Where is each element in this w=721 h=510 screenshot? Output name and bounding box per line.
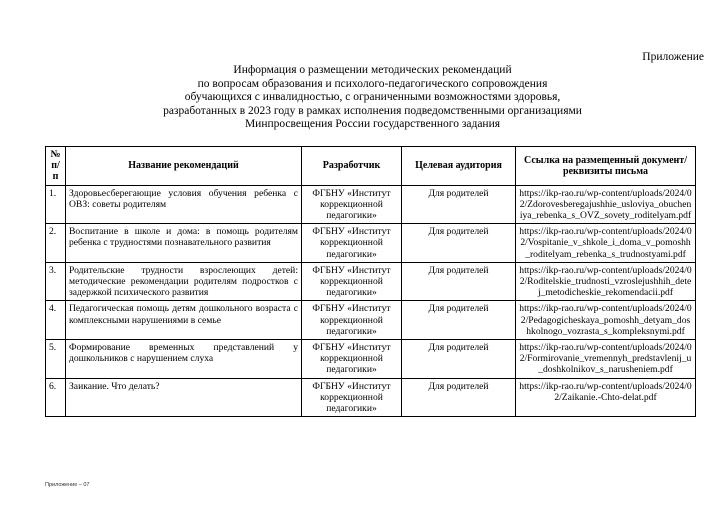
- header-developer: Разработчик: [302, 147, 402, 186]
- row-name: Здоровьесберегающие условия обучения ребенка с ОВЗ: советы родителям: [66, 185, 302, 224]
- header-name: Название рекомендаций: [66, 147, 302, 186]
- header-num: № п/п: [46, 147, 66, 186]
- table-header-row: [46, 147, 696, 186]
- row-developer: ФГБНУ «Институт коррекционной педагогики»: [302, 262, 402, 301]
- row-num: 4.: [46, 301, 66, 340]
- row-name: Воспитание в школе и дома: в помощь родителям ребенка с трудностями познавательного развития: [66, 224, 302, 263]
- row-num: 2.: [46, 224, 66, 263]
- header-audience: Целевая аудитория: [402, 147, 516, 186]
- row-audience: Для родителей: [402, 340, 516, 379]
- title-line: Информация о размещении методических рекомендаций: [233, 64, 512, 76]
- row-audience: Для родителей: [402, 262, 516, 301]
- appendix-label: Приложение: [642, 51, 704, 63]
- row-audience: Для родителей: [402, 301, 516, 340]
- table-row: [46, 340, 696, 379]
- row-link[interactable]: https://ikp-rao.ru/wp-content/uploads/2024/02/Formirovanie_vremennyh_predstavlenij_u_doshkolnikov_s_narusheniem.pdf: [516, 340, 696, 379]
- row-audience: Для родителей: [402, 378, 516, 417]
- row-num: 6.: [46, 378, 66, 417]
- row-name: Родительские трудности взрослеющих детей: методические рекомендации родителям подростков с задержкой психического развития: [66, 262, 302, 301]
- row-developer: ФГБНУ «Институт коррекционной педагогики»: [302, 378, 402, 417]
- table-row: [46, 378, 696, 417]
- row-name: Заикание. Что делать?: [66, 378, 302, 417]
- table-row: [46, 185, 696, 224]
- row-developer: ФГБНУ «Институт коррекционной педагогики»: [302, 340, 402, 379]
- row-audience: Для родителей: [402, 224, 516, 263]
- row-link[interactable]: https://ikp-rao.ru/wp-content/uploads/2024/02/Vospitanie_v_shkole_i_doma_v_pomoshh_roditelyam_rebenka_s_trudnostyami.pdf: [516, 224, 696, 263]
- recommendations-table: [45, 146, 696, 417]
- table-row: [46, 301, 696, 340]
- table-row: [46, 262, 696, 301]
- title-line: по вопросам образования и психолого-педагогического сопровождения: [197, 77, 548, 90]
- row-audience: Для родителей: [402, 185, 516, 224]
- row-developer: ФГБНУ «Институт коррекционной педагогики»: [302, 301, 402, 340]
- row-link[interactable]: https://ikp-rao.ru/wp-content/uploads/2024/02/Roditelskie_trudnosti_vzroslejushhih_detej_metodicheskie_rekomendacii.pdf: [516, 262, 696, 301]
- table-row: [46, 224, 696, 263]
- row-name: Педагогическая помощь детям дошкольного возраста с комплексными нарушениями в семье: [66, 301, 302, 340]
- row-link[interactable]: https://ikp-rao.ru/wp-content/uploads/2024/02/Zaikanie.-Chto-delat.pdf: [516, 378, 696, 417]
- title-line: обучающихся с инвалидностью, с ограниченными возможностями здоровья,: [184, 91, 561, 103]
- page-footer: Приложение – 07: [45, 482, 90, 488]
- row-developer: ФГБНУ «Институт коррекционной педагогики»: [302, 224, 402, 263]
- header-link: Ссылка на размещенный документ/ реквизиты письма: [516, 147, 696, 186]
- title-line: разработанных в 2023 году в рамках исполнения подведомственными организациями: [163, 104, 582, 117]
- document-title: [80, 64, 665, 132]
- row-link[interactable]: https://ikp-rao.ru/wp-content/uploads/2024/02/Pedagogicheskaya_pomoshh_detyam_doshkolnogo_vozrasta_s_kompleksnymi.pdf: [516, 301, 696, 340]
- row-num: 3.: [46, 262, 66, 301]
- row-developer: ФГБНУ «Институт коррекционной педагогики»: [302, 185, 402, 224]
- row-link[interactable]: https://ikp-rao.ru/wp-content/uploads/2024/02/Zdorovesberegajushhie_usloviya_obucheniya_rebenka_s_OVZ_sovety_roditelyam.pdf: [516, 185, 696, 224]
- title-line: Минпросвещения России государственного задания: [244, 118, 501, 130]
- row-num: 1.: [46, 185, 66, 224]
- row-num: 5.: [46, 340, 66, 379]
- row-name: Формирование временных представлений у дошкольников с нарушением слуха: [66, 340, 302, 379]
